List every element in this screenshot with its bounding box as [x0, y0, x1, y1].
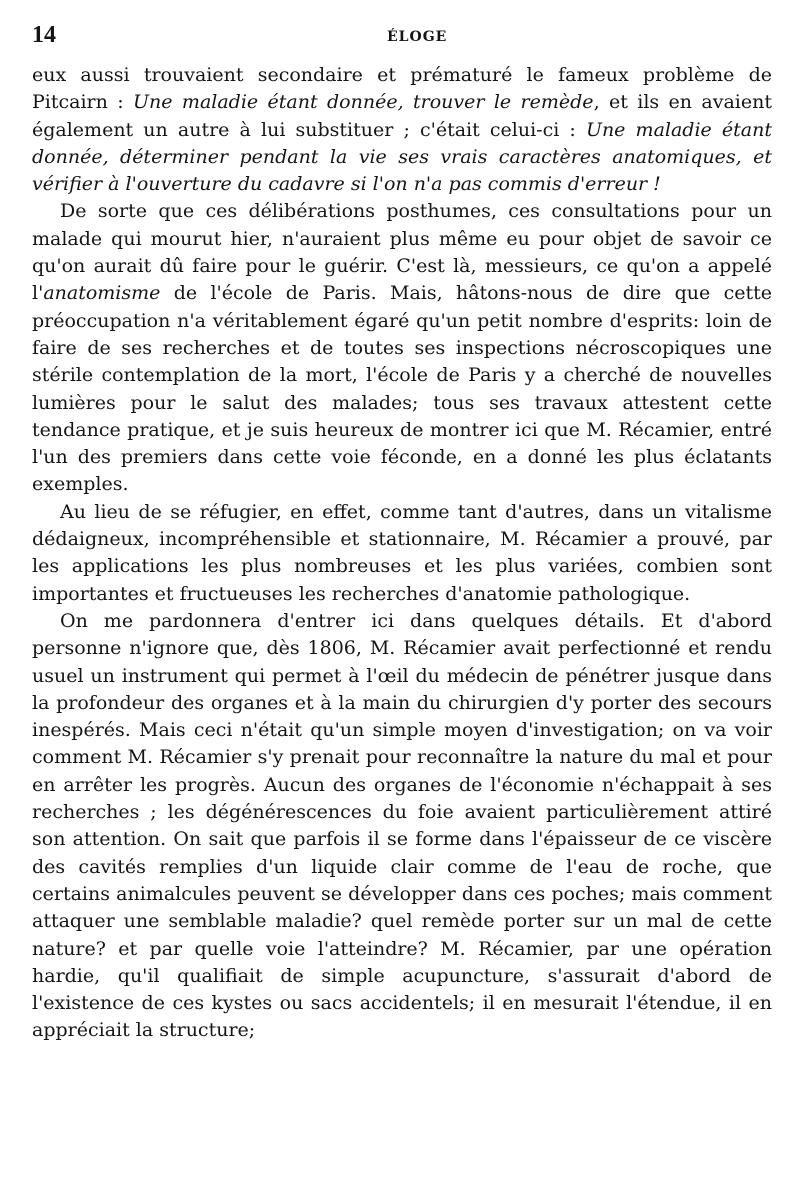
paragraph-4: [32, 608, 772, 1045]
page-number: 14: [32, 22, 56, 48]
running-title: ÉLOGE: [387, 29, 448, 45]
italic-text-run: anatomisme: [43, 282, 161, 305]
text-run: De sorte que ces délibérations posthumes, ces consultations pour un malade qui mourut hier, n'auraient plus même eu pour objet de savoir ce qu'on aurait dû faire pour le guérir. C'est là, messieurs, ce qu'on a appelé l': [32, 200, 772, 305]
page-header: [32, 22, 768, 52]
paragraph-2: [32, 198, 772, 498]
italic-text-run: Une maladie étant donnée, déterminer pendant la vie ses vrais caractères anatomiques, et vérifier à l'ouverture du cadavre si l'on n'a pas commis d'erreur !: [32, 118, 772, 196]
italic-text-run: Une maladie étant donnée, trouver le remède: [133, 91, 594, 114]
paragraph-3: [32, 499, 772, 608]
body-text: [32, 62, 772, 1045]
text-run: On me pardonnera d'entrer ici dans quelques détails. Et d'abord personne n'ignore que, dès 1806, M. Récamier avait perfectionné et rendu usuel un instrument qui permet à l'œil du médecin de pénétrer jusque dans la profondeur des organes et à la main du chirurgien d'y porter des secours inespérés. Mais ceci n'était qu'un simple moyen d'investigation; on va voir comment M. Récamier s'y prenait pour reconnaître la nature du mal et pour en arrêter les progrès. Aucun des organes de l'économie n'échappait à ses recherches ; les dégénérescences du foie avaient particulièrement attiré son attention. On sait que parfois il se forme dans l'épaisseur de ce viscère des cavités remplies d'un liquide clair comme de l'eau de roche, que certains animalcules peuvent se développer dans ces poches; mais comment attaquer une semblable maladie? quel remède porter sur un mal de cette nature? et par quelle voie l'atteindre? M. Récamier, par une opération hardie, qu'il qualifiait de simple acupuncture, s'assurait d'abord de l'existence de ces kystes ou sacs accidentels; il en mesurait l'étendue, il en appréciait la structure;: [32, 609, 772, 1042]
text-run: , et ils en avaient également un autre à lui substituer ; c'était celui-ci :: [32, 91, 773, 141]
text-run: de l'école de Paris. Mais, hâtons-nous de dire que cette préoccupation n'a véritablement égaré qu'un petit nombre d'esprits: loin de faire de ses recherches et de toutes ses inspections nécroscopiques une stérile contemplation de la mort, l'école de Paris y a cherché de nouvelles lumières pour le salut des malades; tous ses travaux attestent cette tendance pratique, et je suis heureux de montrer ici que M. Récamier, entré l'un des premiers dans cette voie féconde, en a donné les plus éclatants exemples.: [32, 282, 772, 496]
text-run: Au lieu de se réfugier, en effet, comme tant d'autres, dans un vitalisme dédaigneux, incompréhensible et stationnaire, M. Récamier a prouvé, par les applications les plus nombreuses et les plus variées, combien sont importantes et fructueuses les recherches d'anatomie pathologique.: [32, 500, 772, 605]
text-run: eux aussi trouvaient secondaire et prématuré le fameux problème de Pitcairn :: [32, 64, 772, 114]
paragraph-1: [32, 62, 772, 198]
